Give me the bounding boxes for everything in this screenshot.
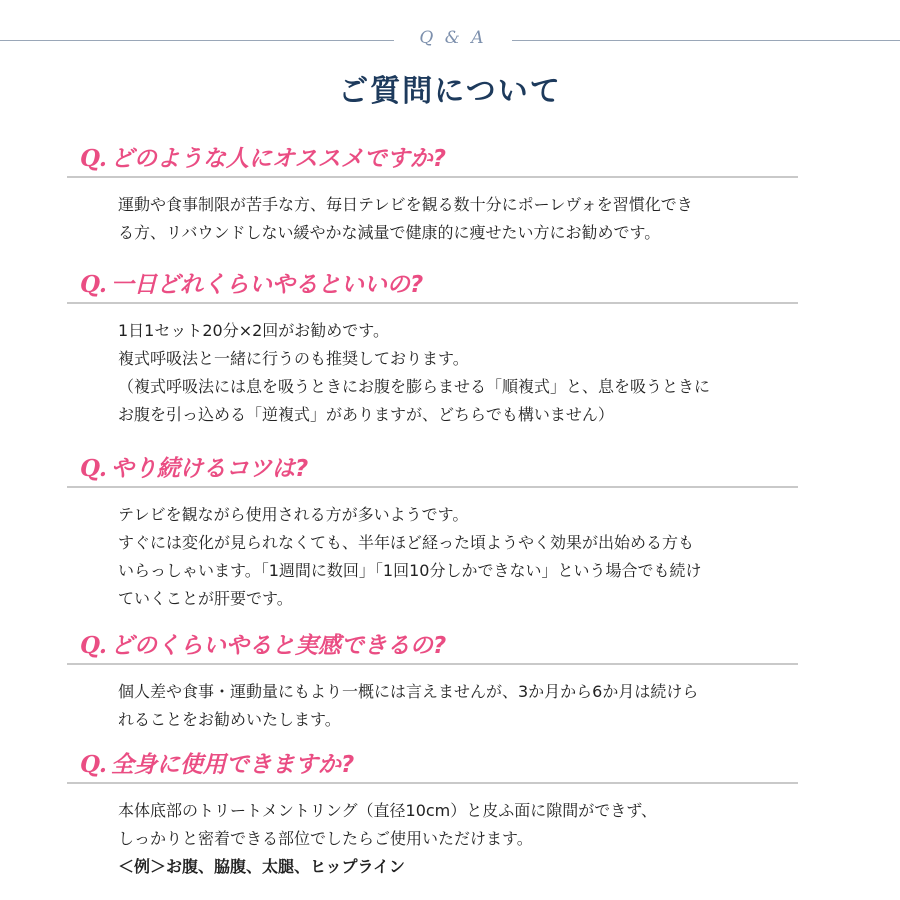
page-title: ご質問について — [338, 74, 562, 109]
answer-line: 本体底部のトリートメントリング（直径10cm）と皮ふ面に隙間ができず、 — [118, 801, 657, 820]
answer — [118, 191, 798, 247]
divider — [67, 302, 798, 304]
answer-line: お腹を引っ込める「逆複式」がありますが、どちらでも構いません） — [118, 405, 614, 424]
question-text: どのような人にオススメですか? — [110, 146, 447, 172]
question-prefix: Q. — [80, 145, 107, 172]
question-prefix: Q. — [80, 751, 107, 778]
question-heading — [80, 450, 308, 483]
answer-line: る方、リバウンドしない緩やかな減量で健康的に痩せたい方にお勧めです。 — [118, 223, 661, 242]
divider — [67, 663, 798, 665]
answer-line: 運動や食事制限が苦手な方、毎日テレビを観る数十分にポーレヴォを習慣化でき — [118, 195, 693, 214]
answer — [118, 678, 798, 734]
answer-line: 個人差や食事・運動量にもより一概には言えませんが、3か月から6か月は続けら — [118, 682, 699, 701]
answer-line: ＜例＞お腹、脇腹、太腿、ヒップライン — [118, 857, 406, 876]
question-prefix: Q. — [80, 271, 107, 298]
answer — [118, 797, 798, 881]
question-text: どのくらいやると実感できるの? — [110, 633, 447, 659]
question-prefix: Q. — [80, 632, 107, 659]
answer — [118, 317, 798, 429]
answer — [118, 501, 798, 613]
question-heading — [80, 746, 354, 779]
question-heading — [80, 266, 423, 299]
answer-line: テレビを観ながら使用される方が多いようです。 — [118, 505, 469, 524]
answer-line: 1日1セット20分×2回がお勧めです。 — [118, 321, 390, 340]
divider — [67, 782, 798, 784]
divider — [67, 486, 798, 488]
question-prefix: Q. — [80, 455, 107, 482]
answer-line: ていくことが肝要です。 — [118, 589, 293, 608]
divider — [67, 176, 798, 178]
header-rule-right — [512, 40, 900, 41]
answer-line: いらっしゃいます。「1週間に数回」「1回10分しかできない」という場合でも続け — [118, 561, 702, 580]
question-text: 一日どれくらいやるといいの? — [110, 272, 424, 298]
question-heading — [80, 140, 446, 173]
header-rule-left — [0, 40, 394, 41]
answer-line: れることをお勧めいたします。 — [118, 710, 341, 729]
answer-line: すぐには変化が見られなくても、半年ほど経った頃ようやく効果が出始める方も — [118, 533, 695, 552]
question-heading — [80, 627, 446, 660]
question-text: 全身に使用できますか? — [110, 752, 355, 778]
answer-line: しっかりと密着できる部位でしたらご使用いただけます。 — [118, 829, 533, 848]
question-text: やり続けるコツは? — [110, 456, 309, 482]
answer-line: （複式呼吸法には息を吸うときにお腹を膨らませる「順複式」と、息を吸うときに — [118, 377, 711, 396]
qa-mark: Q & A — [419, 28, 487, 48]
answer-line: 複式呼吸法と一緒に行うのも推奨しております。 — [118, 349, 469, 368]
